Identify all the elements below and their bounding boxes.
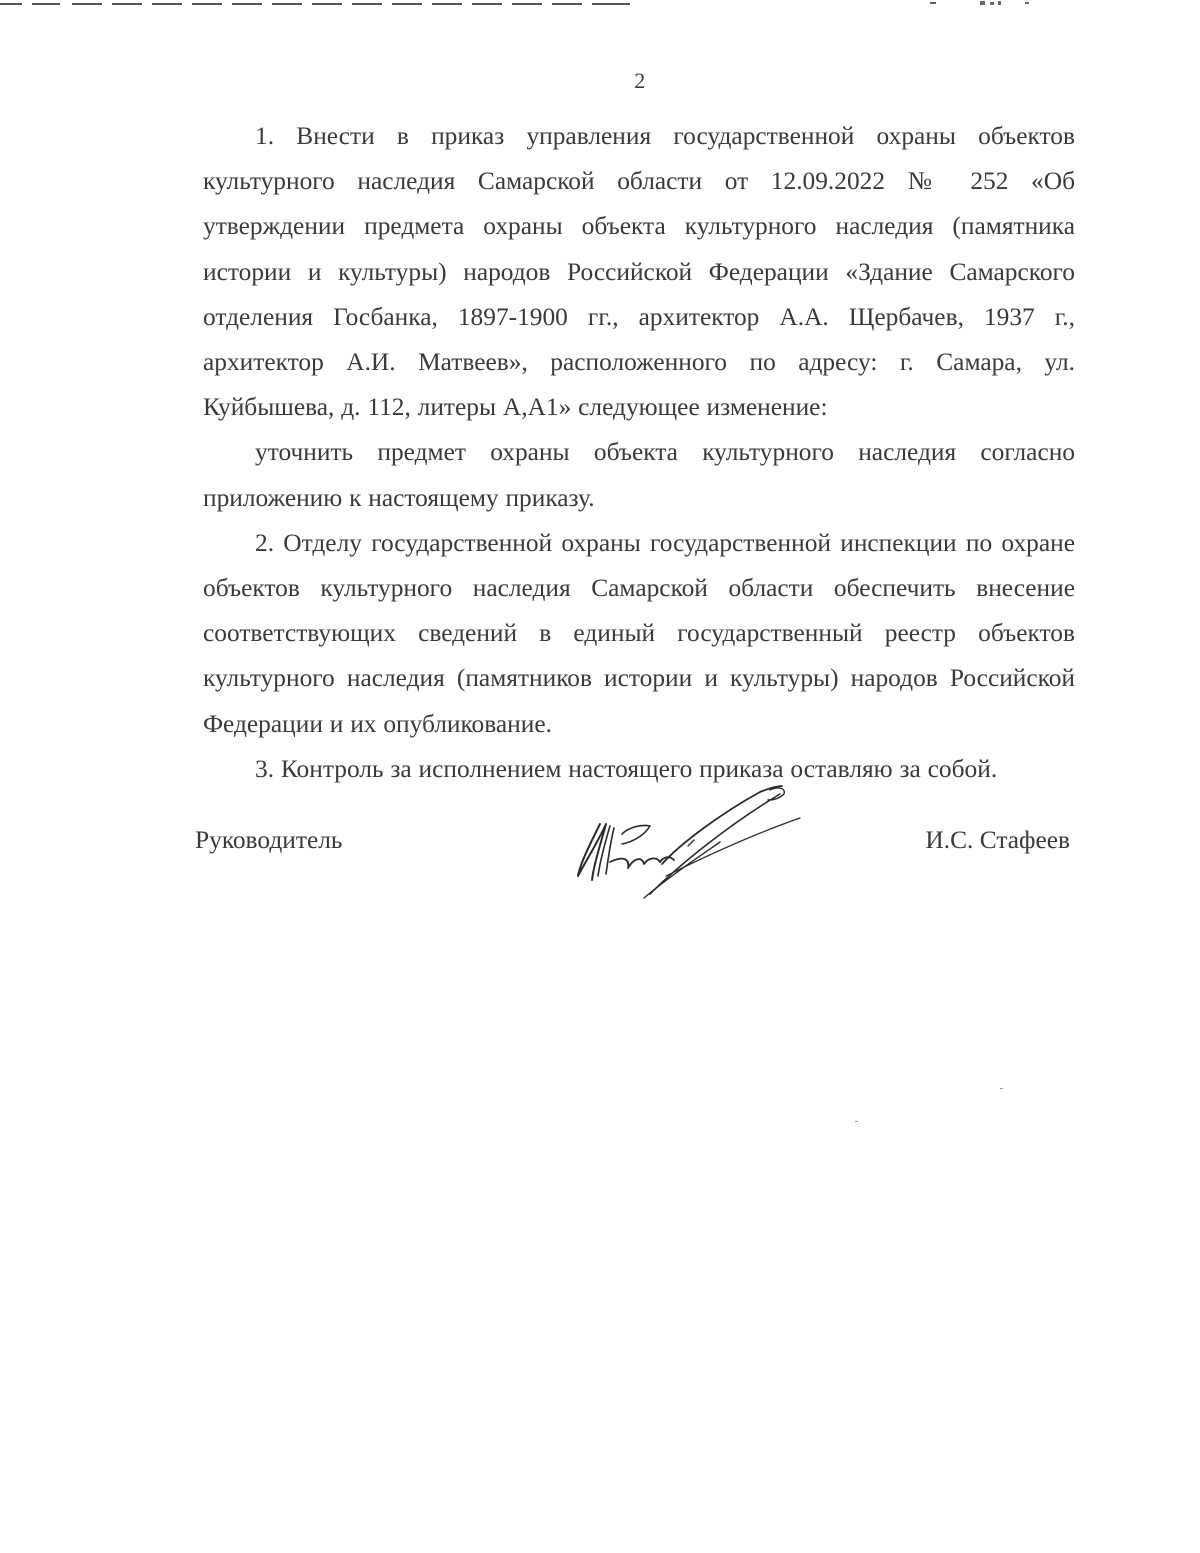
signature-block (195, 822, 1075, 932)
page-number: 2 (634, 68, 646, 93)
handwritten-signature (570, 784, 820, 904)
paragraph-item-2: 2. Отделу государственной охраны государственной инспекции по охране объектов культурного наследия Самарской области обеспечить внесение соответствующих сведений в единый государственный реестр объектов культурного наследия (памятников истории и культуры) народов Российской Федерации и их опубликование. (203, 528, 1075, 738)
scan-speck (855, 1121, 858, 1122)
signer-position: Руководитель (195, 826, 343, 854)
scan-corner-mark (930, 0, 1040, 6)
signer-name: И.С. Стафеев (925, 826, 1070, 854)
scan-dash-line (0, 0, 640, 6)
paragraph-item-3: 3. Контроль за исполнением настоящего приказа оставляю за собой. (255, 754, 998, 783)
paragraph-item-1-change: уточнить предмет охраны объекта культурного наследия согласно приложению к настоящему приказу. (203, 438, 1075, 512)
document-body (203, 114, 1075, 792)
paragraph-item-1: 1. Внести в приказ управления государственной охраны объектов культурного наследия Самарской области от 12.09.2022 № 252 «Об утверждении предмета охраны объекта культурного наследия (памятника истории и культуры) народов Российской Федерации «Здание Самарского отделения Госбанка, 1897-1900 гг., архитектор А.А. Щербачев, 1937 г., архитектор А.И. Матвеев», расположенного по адресу: г. Самара, ул. Куйбышева, д. 112, литеры А,А1» следующее изменение: (203, 122, 1075, 422)
scan-speck (1000, 1088, 1003, 1089)
